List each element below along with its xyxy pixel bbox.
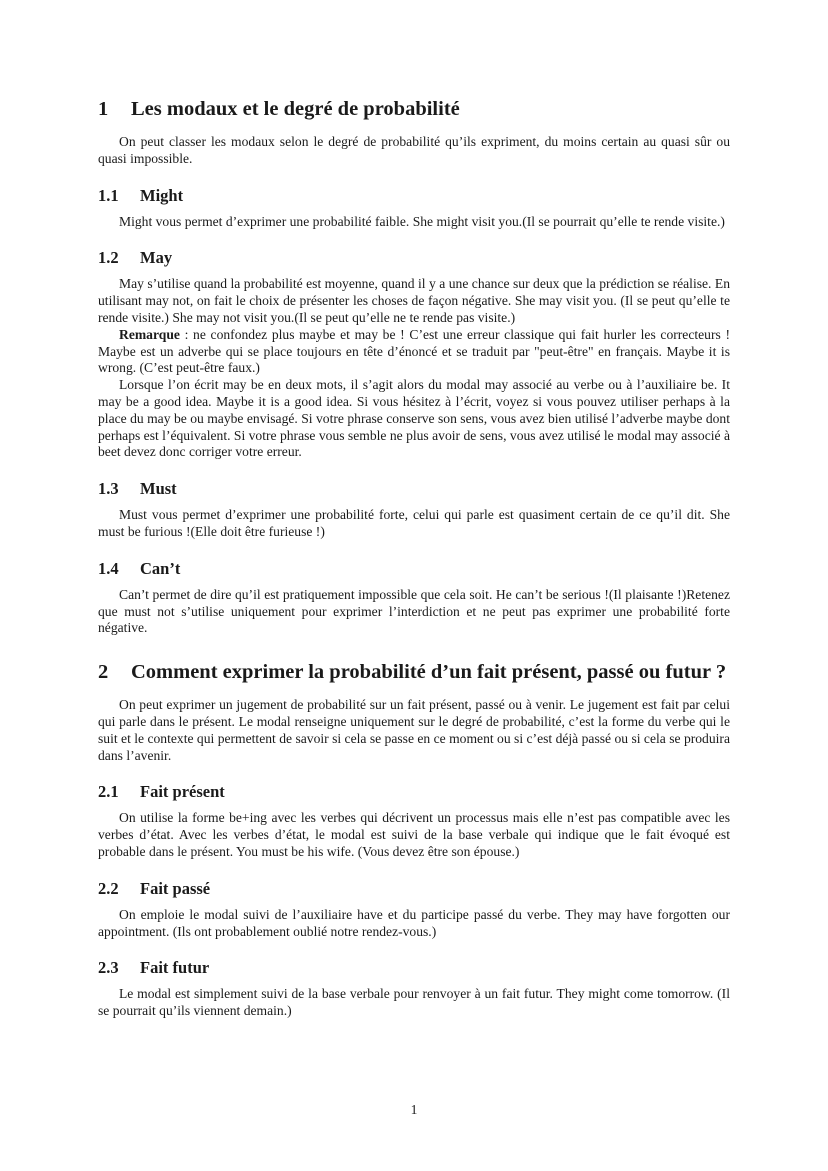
subsection-number: 1.1 — [98, 185, 119, 205]
remark-text: : ne confondez plus maybe et may be ! C’est une erreur classique qui fait hurler les correcteurs ! Maybe est un adverbe qui se place toujours en tête d’énoncé et se traduit par "peut-être" en français. Maybe it is wrong. (C’est peut-être faux.) — [98, 326, 730, 376]
section-number: 1 — [98, 98, 109, 120]
document-body — [98, 96, 730, 1020]
remark-paragraph — [98, 327, 730, 377]
paragraph: Lorsque l’on écrit may be en deux mots, il s’agit alors du modal may associé au verbe ou à l’auxiliaire be. It may be a good idea. Maybe it is a good idea. Si vous hésitez à l’écrit, voyez si vous pouvez utiliser perhaps à la place du may be ou maybe envisagé. Si votre phrase conserve son sens, vous avez bien utilisé l’adverbe maybe dont perhaps est l’équivalent. Si votre phrase vous semble ne plus avoir de sens, vous avez utilisé le modal may associé à beet devez donc corriger votre erreur. — [98, 377, 730, 460]
section-2-heading — [98, 659, 730, 685]
section-2-intro: On peut exprimer un jugement de probabilité sur un fait présent, passé ou à venir. Le jugement est fait par celui qui parle dans le présent. Le modal renseigne uniquement sur le degré de probabilité, c’est la forme du verbe qui le suit et le contexte qui permettent de savoir si cela se passe en ce moment ou si c’est déjà passé ou si cela se produira dans l’avenir. — [98, 697, 730, 763]
subsection-1-4-heading — [98, 559, 730, 579]
paragraph: Might vous permet d’exprimer une probabilité faible. She might visit you.(Il se pourrait qu’elle te rende visite.) — [119, 213, 725, 229]
section-title: Les modaux et le degré de probabilité — [131, 98, 460, 120]
paragraph: Le modal est simplement suivi de la base verbale pour renvoyer à un fait futur. They might come tomorrow. (Il se pourrait qu’ils viennent demain.) — [98, 986, 730, 1019]
subsection-1-2-heading — [98, 248, 730, 268]
subsection-title: Can’t — [140, 558, 181, 578]
subsection-2-2-heading — [98, 879, 730, 899]
subsection-title: May — [140, 248, 173, 268]
section-number: 2 — [98, 661, 109, 684]
subsection-2-3-heading — [98, 958, 730, 978]
subsection-title: Might — [140, 185, 184, 205]
subsection-number: 1.3 — [98, 479, 119, 499]
paragraph: On emploie le modal suivi de l’auxiliaire have et du participe passé du verbe. They may have forgotten our appointment. (Ils ont probablement oublié notre rendez-vous.) — [98, 906, 730, 939]
subsection-title: Fait passé — [140, 878, 211, 898]
subsection-title: Fait futur — [140, 958, 210, 978]
section-title: Comment exprimer la probabilité d’un fait présent, passé ou futur ? — [131, 661, 727, 684]
subsection-number: 1.2 — [98, 248, 119, 268]
subsection-number: 2.3 — [98, 958, 119, 978]
paragraph: Must vous permet d’exprimer une probabilité forte, celui qui parle est quasiment certain de ce qu’il dit. She must be furious !(Elle doit être furieuse !) — [98, 507, 730, 539]
subsection-1-3-heading — [98, 479, 730, 499]
subsection-number: 1.4 — [98, 558, 119, 578]
section-1-intro: On peut classer les modaux selon le degré de probabilité qu’ils expriment, du moins certain au quasi sûr ou quasi impossible. — [98, 134, 730, 166]
subsection-number: 2.1 — [98, 782, 119, 802]
remark-label: Remarque — [119, 326, 180, 342]
subsection-1-1-heading — [98, 186, 730, 206]
paragraph: On utilise la forme be+ing avec les verbes qui décrivent un processus mais elle n’est pas compatible avec les verbes d’état. Avec les verbes d’état, le modal est suivi de la base verbale qui indique que le fait évoqué est probable dans le présent. You must be his wife. (Vous devez être son épouse.) — [98, 810, 730, 859]
subsection-title: Must — [140, 479, 177, 499]
paragraph: Can’t permet de dire qu’il est pratiquement impossible que cela soit. He can’t be serious !(Il plaisante !)Retenez que must not s’utilise uniquement pour exprimer l’interdiction et ne peut pas exprimer une probabilité forte négative. — [98, 586, 730, 636]
subsection-number: 2.2 — [98, 878, 119, 898]
page-number: 1 — [410, 1102, 418, 1117]
section-1-heading — [98, 96, 730, 122]
subsection-2-1-heading — [98, 782, 730, 802]
paragraph: May s’utilise quand la probabilité est moyenne, quand il y a une chance sur deux que la prédiction se réalise. En utilisant may not, on fait le choix de présenter les choses de façon négative. She may visit you. (Il se peut qu’elle te rende visite.) She may not visit you.(Il se peut qu’elle ne te rende pas visite.) — [98, 276, 730, 325]
subsection-title: Fait présent — [140, 782, 225, 802]
